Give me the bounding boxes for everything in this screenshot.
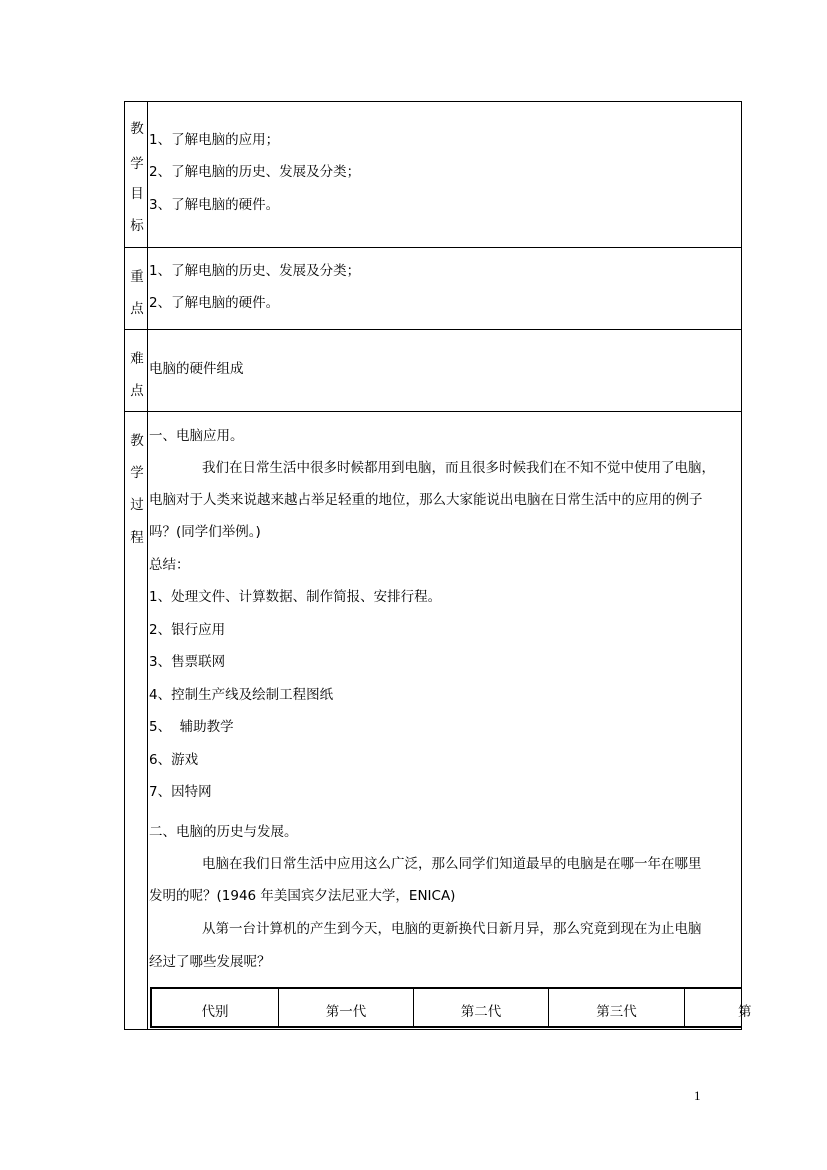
key-point-item: 1、了解电脑的历史、发展及分类；	[149, 263, 361, 279]
key-points-label-char: 重	[130, 269, 144, 285]
summary-item: 1、处理文件、计算数据、制作简报、安排行程。	[149, 589, 442, 605]
paragraph-line: 吗？(同学们举例。)	[149, 524, 261, 540]
table-border-left	[124, 101, 125, 1030]
paragraph-line: 电脑在我们日常生活中应用这么广泛，那么同学们知道最早的电脑是在哪一年在哪里	[202, 856, 702, 872]
summary-item: 3、售票联网	[149, 654, 226, 670]
objective-item: 1、了解电脑的应用；	[149, 132, 280, 148]
section-title: 一、电脑应用。	[149, 428, 244, 444]
summary-item: 2、银行应用	[149, 622, 226, 638]
summary-item: 4、控制生产线及绘制工程图纸	[149, 687, 334, 703]
gen-table-cut-cell	[685, 989, 752, 1026]
paragraph-line: 发明的呢？(1946 年美国宾夕法尼亚大学，ENICA)	[149, 888, 456, 904]
paragraph-line: 从第一台计算机的产生到今天，电脑的更新换代日新月异，那么究竟到现在为止电脑	[202, 921, 702, 937]
objectives-label-char: 标	[130, 218, 144, 234]
label-column-divider	[147, 101, 148, 1030]
paragraph-line: 我们在日常生活中很多时候都用到电脑，而且很多时候我们在不知不觉中使用了电脑，	[202, 460, 715, 476]
objectives-label-char: 学	[130, 156, 144, 172]
summary-item: 7、因特网	[149, 784, 212, 800]
table-border-bottom	[124, 1029, 742, 1030]
gen-table-header: 第一代	[325, 1004, 367, 1020]
objectives-label-char: 目	[130, 186, 144, 202]
gen-table-bottom	[150, 1026, 742, 1028]
key-point-item: 2、了解电脑的硬件。	[149, 295, 280, 311]
gen-table-header: 第二代	[460, 1004, 502, 1020]
summary-item: 5、 辅助教学	[149, 719, 234, 735]
gen-table-top	[150, 987, 742, 989]
key-points-label-char: 点	[130, 301, 144, 317]
section-title: 二、电脑的历史与发展。	[149, 824, 298, 840]
paragraph-line: 电脑对于人类来说越来越占举足轻重的地位，那么大家能说出电脑在日常生活中的应用的例子	[149, 492, 703, 508]
table-border-top	[124, 101, 742, 102]
paragraph-line: 经过了哪些发展呢？	[149, 954, 271, 970]
objective-item: 3、了解电脑的硬件。	[149, 197, 280, 213]
difficulties-label-char: 难	[130, 351, 144, 367]
page-number: 1	[694, 1088, 701, 1103]
objective-item: 2、了解电脑的历史、发展及分类；	[149, 164, 361, 180]
objectives-label-char: 教	[130, 121, 144, 137]
summary-label: 总结：	[149, 557, 190, 573]
row-divider-3	[124, 411, 742, 412]
row-divider-1	[124, 247, 742, 248]
process-label-char: 过	[130, 497, 144, 513]
summary-item: 6、游戏	[149, 752, 199, 768]
process-label-char: 程	[130, 530, 144, 546]
difficulties-label-char: 点	[130, 383, 144, 399]
right-clip	[742, 101, 827, 1030]
difficulties-text: 电脑的硬件组成	[149, 361, 244, 377]
row-divider-2	[124, 329, 742, 330]
gen-table-header: 第	[738, 1004, 752, 1020]
process-label-char: 教	[130, 433, 144, 449]
process-label-char: 学	[130, 465, 144, 481]
gen-table-header: 代别	[201, 1004, 229, 1020]
gen-table-header: 第三代	[596, 1004, 637, 1020]
